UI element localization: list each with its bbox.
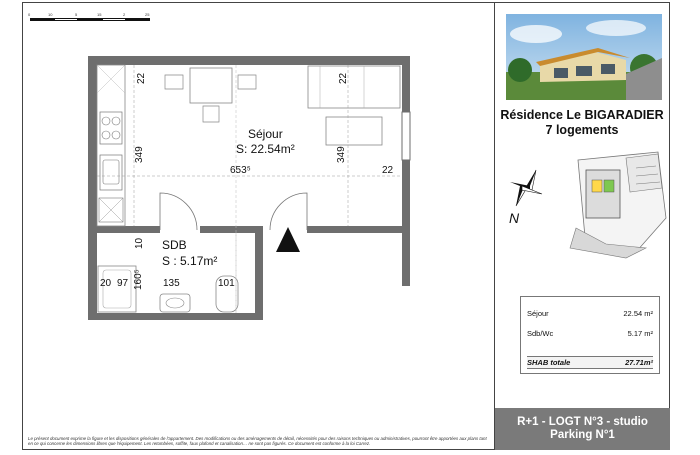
coffee-table xyxy=(326,117,382,145)
window-right xyxy=(402,112,410,160)
wall-interior-left xyxy=(88,226,160,233)
lot-type: R+1 - LOGT N°3 - studio xyxy=(517,416,648,428)
row-value: 22.54 m² xyxy=(623,309,653,318)
room-name-sdb: SDB xyxy=(162,238,187,252)
dimension-label: 160⁵ xyxy=(133,269,144,290)
surface-table xyxy=(520,296,660,374)
dining-table xyxy=(190,68,232,103)
door-entry xyxy=(270,193,307,230)
sofa xyxy=(308,66,400,108)
total-label: SHAB totale xyxy=(527,358,571,367)
wall-right xyxy=(402,56,410,286)
total-value: 27.71m² xyxy=(625,358,653,367)
dimension-label: 97 xyxy=(117,278,129,289)
parking-number: Parking N°1 xyxy=(550,429,615,441)
table-row xyxy=(527,309,653,318)
shower xyxy=(98,266,136,312)
residence-name: Résidence Le BIGARADIER xyxy=(500,108,664,122)
panel-divider xyxy=(494,2,495,450)
dimension-label: 20 xyxy=(100,278,112,289)
wall-top xyxy=(88,56,410,65)
table-row xyxy=(527,329,653,338)
scale-tick-label: 0 xyxy=(28,12,31,17)
residence-units: 7 logements xyxy=(545,123,619,137)
residence-title xyxy=(497,108,667,138)
scale-tick-label: 15 xyxy=(97,12,102,17)
dimension-label: 10 xyxy=(134,237,145,249)
row-value: 5.17 m² xyxy=(627,329,653,338)
wall-interior-mid xyxy=(200,226,263,233)
compass-icon xyxy=(508,168,544,208)
scale-tick-label: 2 xyxy=(123,12,126,17)
wall-sdb-right xyxy=(255,226,263,320)
hob xyxy=(100,112,122,144)
north-label: N xyxy=(509,210,520,226)
row-label: Séjour xyxy=(527,309,549,318)
washbasin xyxy=(160,294,190,312)
dimension-label: 22 xyxy=(136,72,147,84)
dimension-label: 101 xyxy=(218,278,235,289)
scale-tick-label: 10 xyxy=(48,12,53,17)
dimension-label: 653⁵ xyxy=(230,165,251,176)
wall-interior-right xyxy=(307,226,410,233)
lot-info xyxy=(495,408,670,450)
dimension-label: 22 xyxy=(382,165,394,176)
scale-tick-label: 25 xyxy=(145,12,150,17)
dimension-label: 349 xyxy=(134,146,145,163)
scale-tick-label: 5 xyxy=(75,12,78,17)
wall-left xyxy=(88,56,97,320)
disclaimer-text: Le présent document exprime la figure et les dispositions générales de l'appartement. Des modifications ou des aménagements de détail, nécessités pour des raisons techniques ou administratives, pourront être apportées aux plans tant en ce qui concerne les dimensions libres que l'équipement. Les retombées, soffite, faux plafond et canalisation… ne sont pas figurés. Ce document est conforme à la loi Carrez. xyxy=(28,436,487,447)
dimension-label: 349 xyxy=(336,146,347,163)
row-label: Sdb/Wc xyxy=(527,329,554,338)
site-plan xyxy=(566,148,668,260)
dimension-label: 135 xyxy=(163,278,180,289)
room-area-sejour: S: 22.54m² xyxy=(236,142,295,156)
total-row xyxy=(527,356,653,369)
door-sdb xyxy=(160,193,197,230)
entry-arrow-icon xyxy=(276,227,300,252)
dimension-label: 22 xyxy=(338,72,349,84)
room-name-sejour: Séjour xyxy=(248,127,283,141)
room-area-sdb: S : 5.17m² xyxy=(162,254,218,268)
building-photo xyxy=(506,14,662,100)
wall-bottom xyxy=(88,313,263,320)
